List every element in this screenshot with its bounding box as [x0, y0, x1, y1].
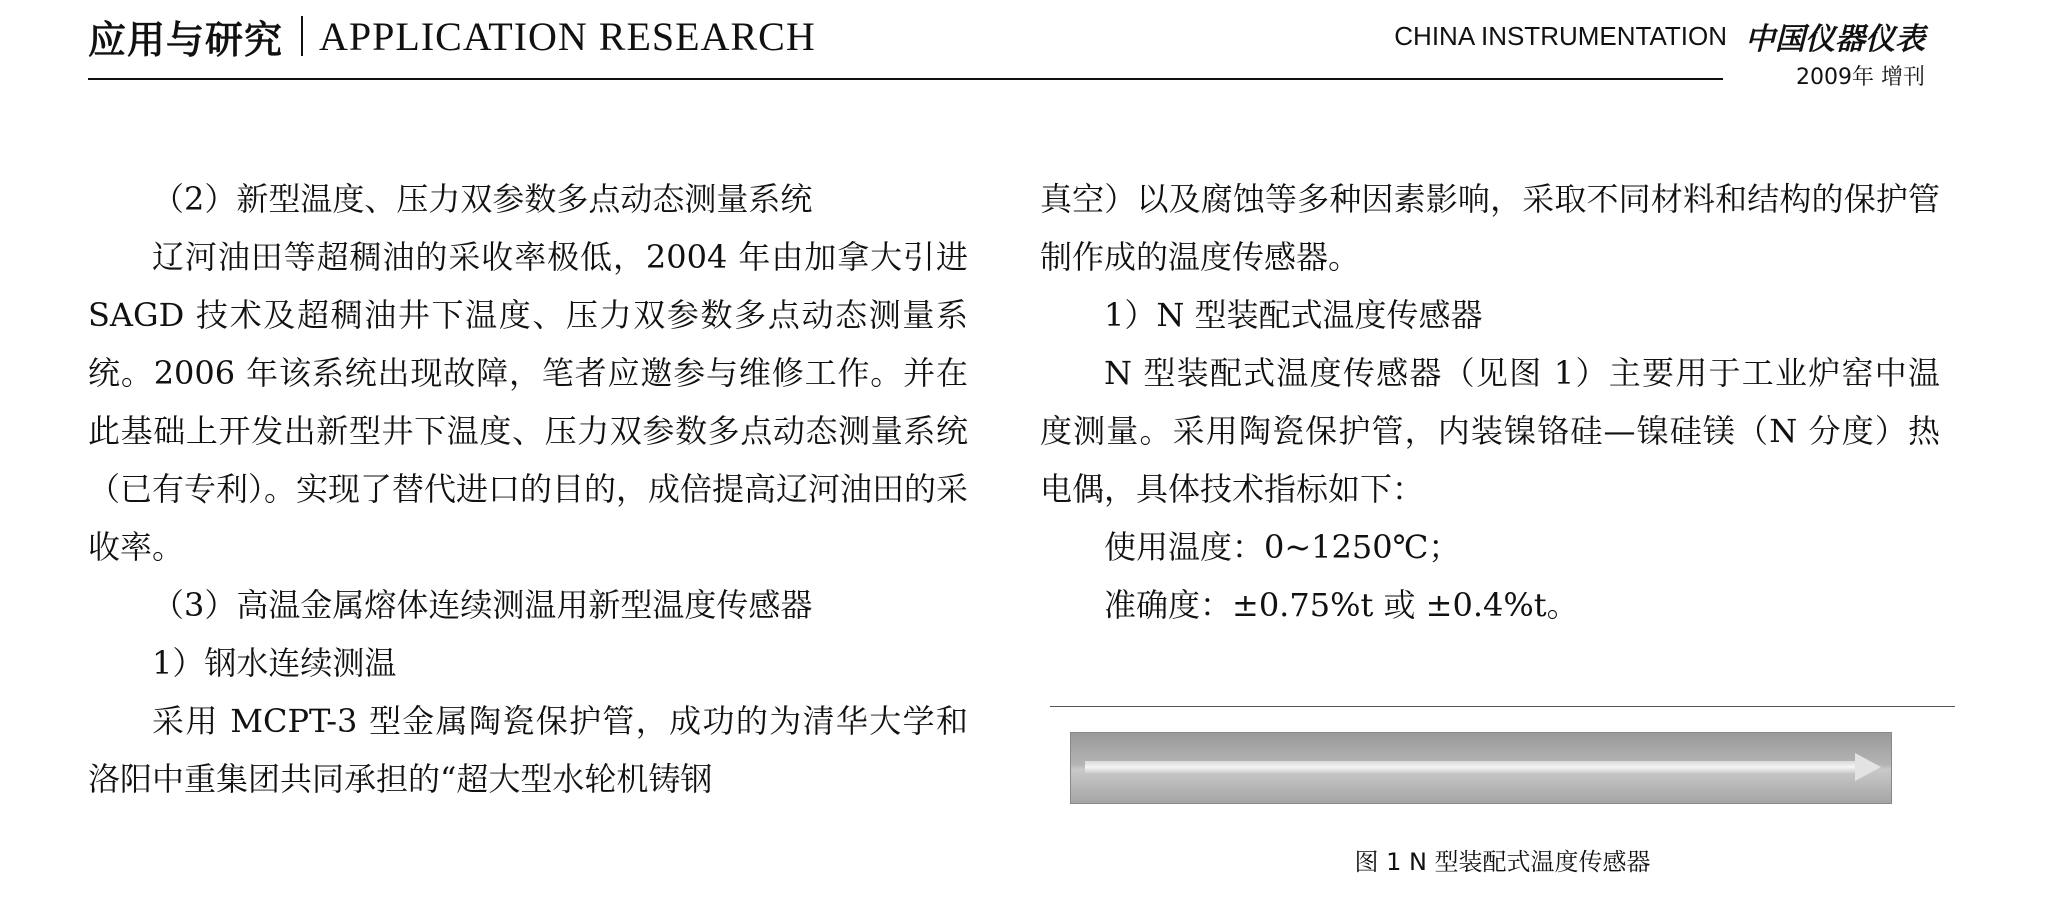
journal-name	[1394, 14, 1925, 58]
subheading-n-type: 1）N 型装配式温度传感器	[1104, 296, 1483, 334]
header-separator	[301, 16, 303, 56]
sensor-tip	[1855, 753, 1881, 781]
page-header-section	[88, 8, 816, 64]
spec-temperature: 使用温度：0~1250℃；	[1104, 528, 1461, 566]
right-column	[1040, 170, 1940, 634]
spec-accuracy: 准确度：±0.75%t 或 ±0.4%t。	[1104, 586, 1579, 624]
journal-issue: 2009年 增刊	[1796, 65, 1925, 90]
journal-name-cn: 中国仪器仪表	[1745, 22, 1925, 57]
subheading-2: （2）新型温度、压力双参数多点动态测量系统	[152, 180, 813, 218]
paragraph-mcpt: 采用 MCPT-3 型金属陶瓷保护管，成功的为清华大学和洛阳中重集团共同承担的“超大型水轮机铸钢	[88, 702, 968, 798]
paragraph-continued: 真空）以及腐蚀等多种因素影响，采取不同材料和结构的保护管制作成的温度传感器。	[1040, 180, 1940, 276]
sensor-photo	[1070, 732, 1892, 804]
section-title-en: APPLICATION RESEARCH	[319, 13, 816, 59]
subheading-steel: 1）钢水连续测温	[152, 644, 397, 682]
paragraph-n-type: N 型装配式温度传感器（见图 1）主要用于工业炉窑中温度测量。采用陶瓷保护管，内装镍铬硅—镍硅镁（N 分度）热电偶，具体技术指标如下：	[1040, 354, 1940, 508]
left-column	[88, 170, 968, 808]
subheading-3: （3）高温金属熔体连续测温用新型温度传感器	[152, 586, 813, 624]
paragraph-liaohe: 辽河油田等超稠油的采收率极低，2004 年由加拿大引进 SAGD 技术及超稠油井下温度、压力双参数多点动态测量系统。2006 年该系统出现故障，笔者应邀参与维修工作。并在此基础上开发出新型井下温度、压力双参数多点动态测量系统（已有专利）。实现了替代进口的目的，成倍提高辽河油田的采收率。	[88, 238, 969, 566]
section-title-cn: 应用与研究	[88, 17, 284, 62]
figure-caption: 图 1 N 型装配式温度传感器	[1354, 848, 1651, 876]
figure-rule	[1050, 706, 1955, 707]
journal-name-en: CHINA INSTRUMENTATION	[1394, 20, 1727, 51]
sensor-rod	[1085, 761, 1855, 773]
header-rule	[88, 78, 1723, 80]
